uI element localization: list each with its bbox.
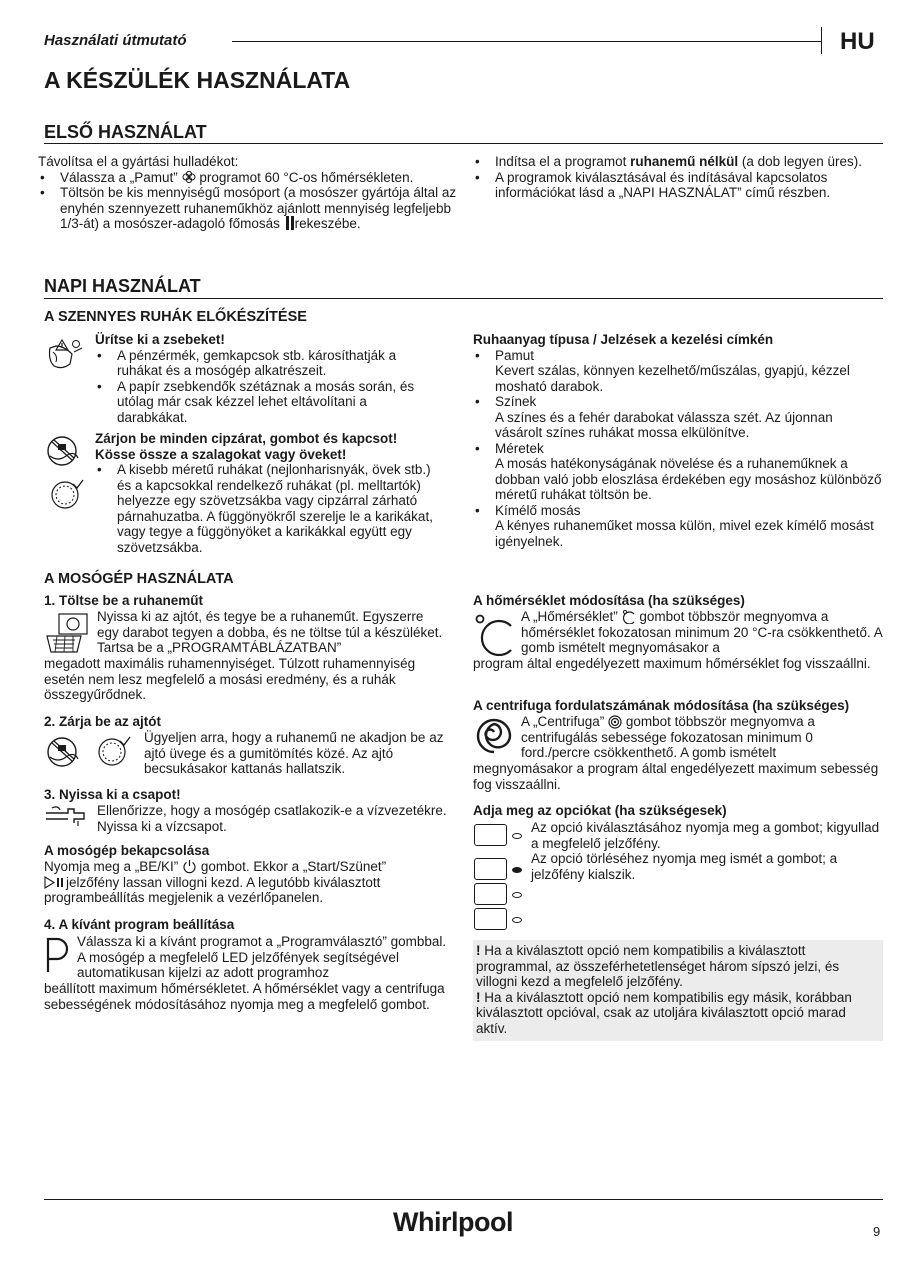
pockets-icon <box>44 334 88 372</box>
step-4-text-b: beállított maximum hőmérsékletet. A hőmérséklet vagy a centrifuga sebességének módosításához nyomja meg a megfelelő gombot. <box>44 981 445 1012</box>
option-led-icon <box>512 833 522 839</box>
footer-rule <box>44 1199 883 1200</box>
first-use-title: ELSŐ HASZNÁLAT <box>44 122 207 142</box>
first-use-rule <box>44 143 883 144</box>
option-led-icon <box>512 892 522 898</box>
tap-icon <box>44 805 90 827</box>
daily-use-rule <box>44 298 883 299</box>
list-item: • Méretek A mosás hatékonyságának növelése és a ruhaneműknek a dobban való jobb eloszlása érdekében egy mosáshoz különböző méretű ruhákat töltsön be. <box>473 441 883 503</box>
spin-icon <box>474 716 514 756</box>
spin-icon <box>608 715 622 729</box>
step-4-text-a: Válassza ki a kívánt programot a „Programválasztó” gombbal. A mosógép a megfelelő LED jelzőfények segítségével automatikusan kijelzi az adott programhoz <box>77 934 447 980</box>
power-icon <box>182 859 197 874</box>
step-1-text-a: Nyissa ki az ajtót, és tegye be a ruhaneműt. Egyszerre egy darabot tegyen a dobba, és ne töltse túl a készüléket. Tartsa be a „PROGRAMTÁBLÁZATBAN” <box>97 609 443 655</box>
first-use-left <box>38 154 458 232</box>
list-item: • Indítsa el a programot ruhanemű nélkül (a dob legyen üres). <box>473 154 878 170</box>
cotton-icon <box>182 171 196 184</box>
step-1-title: 1. Töltse be a ruhaneműt <box>44 593 204 608</box>
laundry-basket-icon <box>45 612 91 654</box>
option-button-icon <box>474 883 507 905</box>
list-item: • A pénzérmék, gemkapcsok stb. károsíthatják a ruhákat és a mosógép alkatrészeit. <box>95 348 425 379</box>
list-item: • Válassza a „Pamut” programot 60 °C-os hőmérsékleten. <box>38 170 458 186</box>
list-item: • Színek A színes és a fehér darabokat válassza szét. Az újonnan vásárolt színes ruhákat mossa elkülönítve. <box>473 394 883 441</box>
fabric-types-block <box>473 332 883 549</box>
list-item: • Kímélő mosás A kényes ruhaneműket mossa külön, mivel ezek kímélő mosást igényelnek. <box>473 503 883 550</box>
option-buttons-illustration <box>474 824 534 928</box>
spin-text-b: megnyomásakor a program által engedélyezett maximum sebesség fog visszaállni. <box>473 761 879 792</box>
options-note-box: ! Ha a kiválasztott opció nem kompatibilis a kiválasztott programmal, az összeférhetetlenséget három sípszó jelzi, és villogni kezd a megfelelő jelzőfény. ! Ha a kiválasztott opció nem kompatibilis egy másik, korábban kiválasztott opcióval, csak az utoljára kiválasztott opció marad aktív. <box>473 940 883 1041</box>
options-text: Az opció kiválasztásához nyomja meg a gombot; kigyullad a megfelelő jelzőfény. Az opció törléséhez nyomja meg ismét a gombot; a jelzőfény kialszik. <box>531 820 880 882</box>
options-title: Adja meg az opciókat (ha szükségesek) <box>473 803 727 818</box>
list-item: • A kisebb méretű ruhákat (nejlonharisnyák, övek stb.) és a kapcsokkal rendelkező ruhákat (pl. melltartók) helyezze egy szövetzsákba vagy cipzárral zárható párnahuzatba. A függönyökről szerelje le a karikákat, vagy tegye a függönyöket a karikákkal együtt egy szövetzsákba. <box>95 462 440 555</box>
pockets-heading: Ürítse ki a zsebeket! <box>95 332 225 347</box>
power-on-title: A mosógép bekapcsolása <box>44 843 210 858</box>
temperature-title: A hőmérséklet módosítása (ha szükséges) <box>473 593 745 608</box>
temperature-icon <box>473 612 517 656</box>
step-3-title: 3. Nyissa ki a csapot! <box>44 787 181 802</box>
machine-use-title: A MOSÓGÉP HASZNÁLATA <box>44 571 234 587</box>
first-use-right <box>473 154 878 201</box>
temperature-text-b: program által engedélyezett maximum hőmérséklet fog visszaállni. <box>473 656 871 671</box>
page-number: 9 <box>873 1224 881 1239</box>
option-led-icon <box>512 867 522 873</box>
document-title: Használati útmutató <box>44 32 187 49</box>
header-divider <box>821 27 822 54</box>
zipper-heading: Zárjon be minden cipzárat, gombot és kapcsot! Kösse össze a szalagokat vagy öveket! <box>95 431 398 462</box>
option-button-icon <box>474 858 507 880</box>
step-4-title: 4. A kívánt program beállítása <box>44 917 235 932</box>
fabric-types-heading: Ruhaanyag típusa / Jelzések a kezelési címkén <box>473 332 774 347</box>
spin-text-a: A „Centrifuga” gombot többször megnyomva a centrifugálás sebessége fokozatosan minimum 0 ford./percre csökkenthető. A gomb ismételt <box>521 714 815 760</box>
step-2-title: 2. Zárja be az ajtót <box>44 714 162 729</box>
step-3-text: Ellenőrizze, hogy a mosógép csatlakozik-e a vízvezetékre. Nyissa ki a vízcsapot. <box>97 803 447 834</box>
brand-logo: Whirlpool <box>393 1207 513 1237</box>
laundry-bag-icon <box>94 733 134 769</box>
spin-title: A centrifuga fordulatszámának módosítása (ha szükséges) <box>473 698 850 713</box>
temperature-text-a: A „Hőmérséklet” gombot többször megnyomva a hőmérséklet fokozatosan minimum 20 °C-ra csökkenthető. A gomb ismételt megnyomásakor a <box>521 609 883 655</box>
list-item: • A programok kiválasztásával és indításával kapcsolatos információkat lásd a „NAPI HASZNÁLAT” című részben. <box>473 170 878 201</box>
step-2-text: Ügyeljen arra, hogy a ruhanemű ne akadjon be az ajtó üvege és a gumitömítés közé. Az ajtó becsukásakor kattanás hallatszik. <box>144 730 444 776</box>
door-icon <box>44 733 84 771</box>
daily-use-title: NAPI HASZNÁLAT <box>44 276 201 296</box>
zipper-block <box>95 431 440 555</box>
temperature-icon <box>622 609 636 624</box>
header-rule <box>232 41 822 42</box>
step-1-text-b: megadott maximális ruhamennyiséget. Túlzott ruhamennyiség esetén nem lesz megfelelő a mosási eredmény, és a ruhák összegyűrődnek. <box>44 656 416 702</box>
list-item: • Töltsön be kis mennyiségű mosóport (a mosószer gyártója által az enyhén szennyezett ruhaneműkhöz ajánlott mennyiség legfeljebb 1/3-át) a mosószer-adagoló főmosás rekeszébe. <box>38 185 458 232</box>
list-item: • A papír zsebkendők szétáznak a mosás során, és utólag már csak kézzel lehet eltávolítani a darabkákat. <box>95 379 425 426</box>
list-item: • Pamut Kevert szálas, könnyen kezelhető/műszálas, gyapjú, kézzel mosható darabok. <box>473 348 883 395</box>
laundry-bag-icon <box>47 476 87 512</box>
start-pause-icon <box>44 876 66 889</box>
zipper-icon <box>44 432 84 470</box>
page-title: A KÉSZÜLÉK HASZNÁLATA <box>44 67 351 93</box>
main-wash-compartment-icon <box>286 216 295 230</box>
language-code: HU <box>840 28 875 55</box>
laundry-prep-title: A SZENNYES RUHÁK ELŐKÉSZÍTÉSE <box>44 309 307 325</box>
pockets-block <box>95 332 425 425</box>
option-led-icon <box>512 917 522 923</box>
option-button-icon <box>474 824 507 846</box>
first-use-intro: Távolítsa el a gyártási hulladékot: <box>38 154 239 169</box>
program-knob-icon <box>45 937 71 973</box>
option-button-icon <box>474 908 507 930</box>
power-on-text: Nyomja meg a „BE/KI” gombot. Ekkor a „Start/Szünet” jelzőfény lassan villogni kezd. A legutóbb kiválasztott programbeállítás megjelenik a vezérlőpanelen. <box>44 859 387 905</box>
